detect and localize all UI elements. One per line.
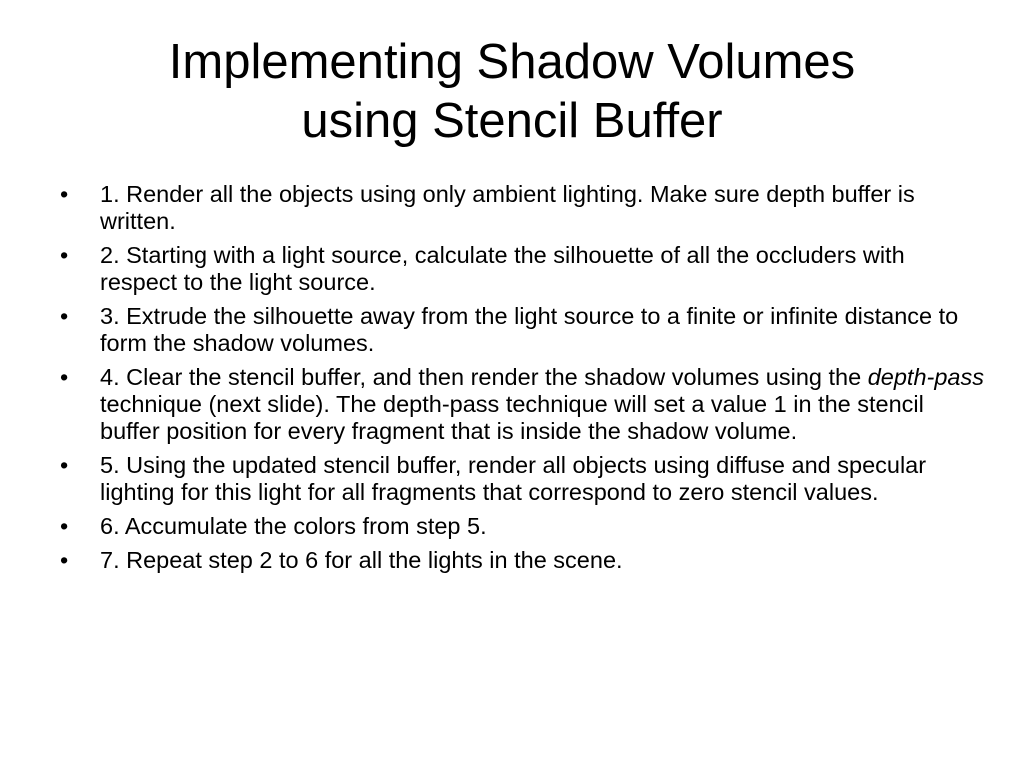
bullet-item-4	[58, 364, 988, 445]
bullet-marker: •	[60, 513, 69, 539]
bullet-item-7	[58, 547, 988, 574]
bullet-item-5	[58, 452, 988, 506]
bullet-marker: •	[60, 364, 69, 390]
bullet-marker: •	[60, 547, 69, 573]
slide-title-line-2: using Stencil Buffer	[301, 94, 723, 148]
bullet-text-4-after: technique (next slide). The depth-pass technique will set a value 1 in the stencil buffer position for every fragment that is inside the shadow volume.	[100, 391, 924, 444]
bullet-item-2	[58, 242, 988, 296]
bullet-marker: •	[60, 452, 69, 478]
bullet-marker: •	[60, 242, 69, 268]
slide-title	[40, 33, 984, 151]
bullet-text-3: 3. Extrude the silhouette away from the light source to a finite or infinite distance to form the shadow volumes.	[100, 303, 959, 356]
bullet-item-6	[58, 513, 988, 540]
bullet-marker: •	[60, 181, 69, 207]
bullet-text-4	[100, 364, 984, 444]
bullet-text-2: 2. Starting with a light source, calculate the silhouette of all the occluders with respect to the light source.	[100, 242, 905, 295]
bullet-text-4-emphasis: depth-pass	[867, 364, 984, 390]
bullet-text-6: 6. Accumulate the colors from step 5.	[100, 513, 487, 539]
bullet-list	[58, 181, 988, 581]
bullet-item-1	[58, 181, 988, 235]
bullet-text-7: 7. Repeat step 2 to 6 for all the lights in the scene.	[100, 547, 623, 573]
bullet-text-5: 5. Using the updated stencil buffer, render all objects using diffuse and specular lighting for this light for all fragments that correspond to zero stencil values.	[100, 452, 927, 505]
slide-title-line-1: Implementing Shadow Volumes	[168, 35, 856, 89]
bullet-item-3	[58, 303, 988, 357]
bullet-marker: •	[60, 303, 69, 329]
bullet-text-1: 1. Render all the objects using only ambient lighting. Make sure depth buffer is written.	[100, 181, 915, 234]
bullet-text-4-before: 4. Clear the stencil buffer, and then render the shadow volumes using the	[100, 364, 868, 390]
